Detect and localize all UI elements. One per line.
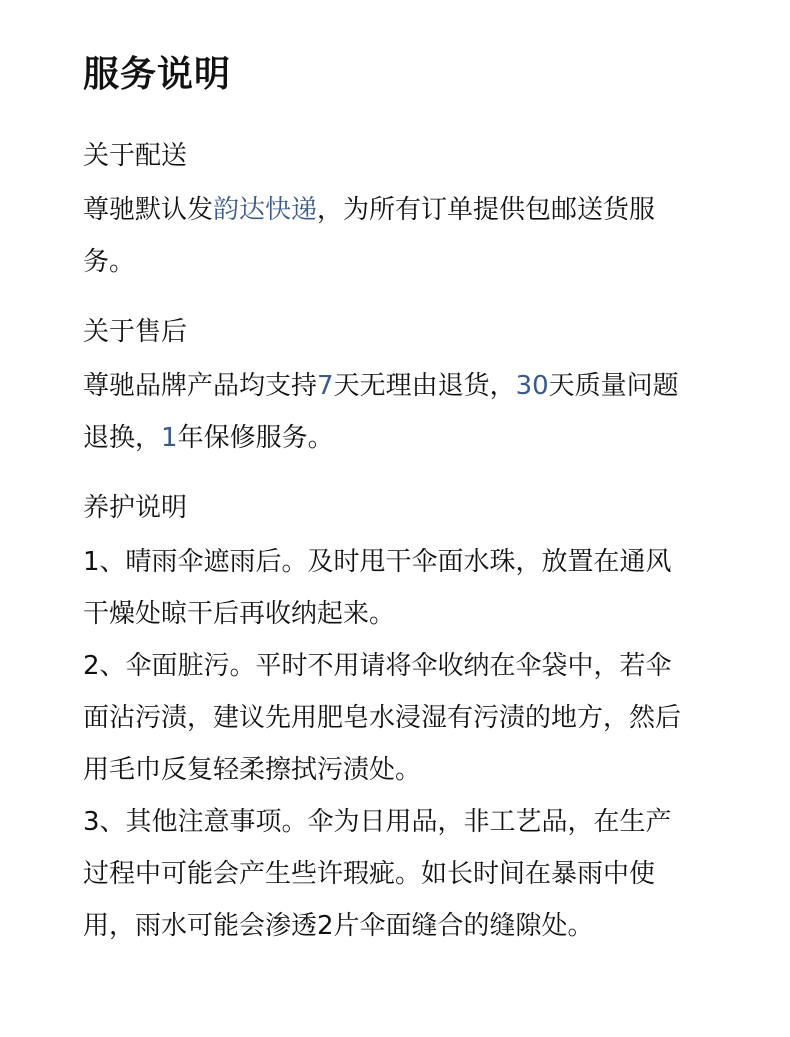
after-sales-text-part: 天质量问题退换， [83, 371, 679, 453]
care-item: 3、其他注意事项。伞为日用品，非工艺品，在生产过程中可能会产生些许瑕疵。如长时间在暴雨中使用，雨水可能会渗透2片伞面缝合的缝隙处。 [83, 807, 672, 941]
delivery-paragraph [83, 184, 693, 288]
courier-name: 韵达快递 [213, 195, 318, 225]
warranty-years: 1 [161, 423, 178, 453]
section-care [83, 490, 790, 952]
after-sales-paragraph [83, 360, 693, 464]
section-delivery [83, 138, 790, 288]
section-heading-delivery: 关于配送 [83, 141, 188, 171]
delivery-text-part: 尊驰默认发 [83, 195, 214, 225]
after-sales-text-part: 天无理由退货， [333, 371, 516, 401]
after-sales-text-part: 年保修服务。 [177, 423, 334, 453]
section-heading-after-sales: 关于售后 [83, 317, 188, 347]
section-after-sales [83, 314, 790, 464]
after-sales-text-part: 尊驰品牌产品均支持 [83, 371, 318, 401]
care-item: 2、伞面脏污。平时不用请将伞收纳在伞袋中，若伞面沾污渍，建议先用肥皂水浸湿有污渍的地方，然后用毛巾反复轻柔擦拭污渍处。 [83, 651, 682, 785]
section-heading-care: 养护说明 [83, 493, 188, 523]
delivery-text-part: ，为所有订单提供包邮送货服务。 [83, 195, 656, 277]
page-title: 服务说明 [83, 54, 232, 95]
care-item: 1、晴雨伞遮雨后。及时甩干伞面水珠，放置在通风干燥处晾干后再收纳起来。 [83, 547, 672, 629]
return-days: 7 [317, 371, 334, 401]
quality-exchange-days: 30 [515, 371, 549, 401]
